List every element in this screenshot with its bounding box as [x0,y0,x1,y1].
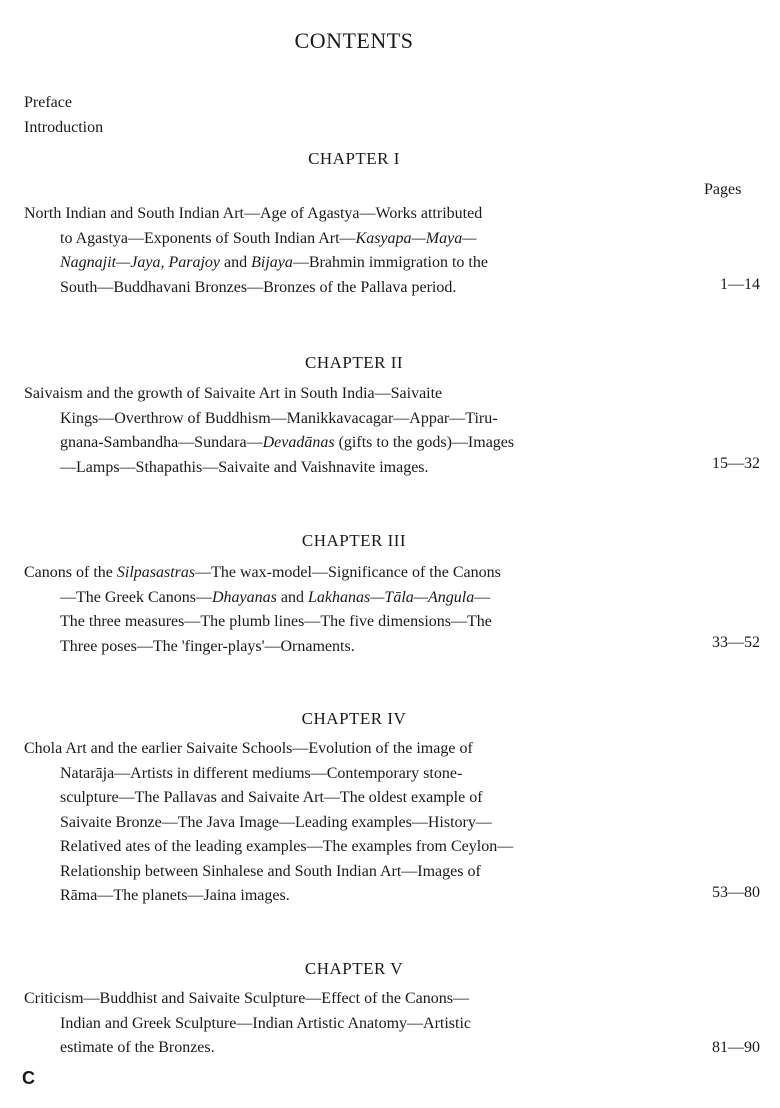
description-line: Three poses—The 'finger-plays'—Ornaments. [60,637,355,655]
description-line: —Lamps—Sthapathis—Saivaite and Vaishnavite images. [60,458,429,476]
description-line: —The Greek Canons—Dhayanas and Lakhanas—Tāla—Angula— [60,588,491,606]
description-line: sculpture—The Pallavas and Saivaite Art—The oldest example of [60,789,483,806]
chapter-heading: CHAPTER IV [301,709,407,728]
chapter-heading: CHAPTER III [301,531,407,550]
description-line: gnana-Sambandha—Sundara—Devadānas (gifts to the gods)—Images [60,434,515,451]
description-line: The three measures—The plumb lines—The five dimensions—The [60,613,492,630]
italic-term: Dhayanas [211,588,277,606]
chapter-description [24,737,658,909]
description-line: estimate of the Bronzes. [60,1039,215,1056]
chapter-description [24,382,658,480]
italic-term: Silpasastras [116,564,196,581]
pages-column-label: Pages [704,181,742,198]
chapter-description [24,561,658,659]
page-signature-letter: C [22,1068,35,1088]
description-line: Criticism—Buddhist and Saivaite Sculpture—Effect of the Canons— [24,990,469,1007]
page-range: 53—80 [712,884,760,901]
page-range: 33—52 [712,634,760,651]
description-line: Saivaism and the growth of Saivaite Art in South India—Saivaite [24,385,443,402]
front-matter-introduction: Introduction [24,119,104,136]
italic-term: Devadānas [262,434,335,451]
description-line: Nagnajit—Jaya, Parajoy and Bijaya—Brahmin immigration to the [60,254,488,271]
italic-term: Nagnajit—Jaya, Parajoy [60,254,220,271]
description-line: Indian and Greek Sculpture—Indian Artistic Anatomy—Artistic [60,1014,472,1032]
page-title: CONTENTS [294,28,414,53]
page-range: 81—90 [712,1039,760,1056]
description-line: Saivaite Bronze—The Java Image—Leading examples—History— [60,813,492,831]
italic-term: Kasyapa—Maya— [355,229,477,247]
chapter-description [24,202,658,300]
chapter-heading: CHAPTER V [304,959,404,978]
description-line: to Agastya—Exponents of South Indian Art—Kasyapa—Maya— [60,229,477,247]
description-line: South—Buddhavani Bronzes—Bronzes of the Pallava period. [60,278,457,296]
description-line: Kings—Overthrow of Buddhism—Manikkavacagar—Appar—Tiru- [60,409,498,427]
page-range: 1—14 [720,276,760,293]
description-line: Chola Art and the earlier Saivaite Schools—Evolution of the image of [24,740,473,757]
description-line: Canons of the Silpasastras—The wax-model—Significance of the Canons [24,564,501,581]
italic-term: Bijaya [251,254,293,271]
description-line: Natarāja—Artists in different mediums—Contemporary stone- [60,764,463,782]
front-matter-preface: Preface [24,94,72,111]
page-range: 15—32 [712,455,760,472]
italic-term: Lakhanas—Tāla—Angula [307,588,475,606]
chapter-description [24,987,658,1061]
description-line: Relationship between Sinhalese and South Indian Art—Images of [60,862,481,880]
description-line: North Indian and South Indian Art—Age of Agastya—Works attributed [24,205,483,222]
chapter-heading: CHAPTER I [308,149,400,168]
description-line: Rāma—The planets—Jaina images. [60,887,290,904]
chapter-heading: CHAPTER II [304,353,404,372]
description-line: Relatived ates of the leading examples—The examples from Ceylon— [60,838,514,855]
